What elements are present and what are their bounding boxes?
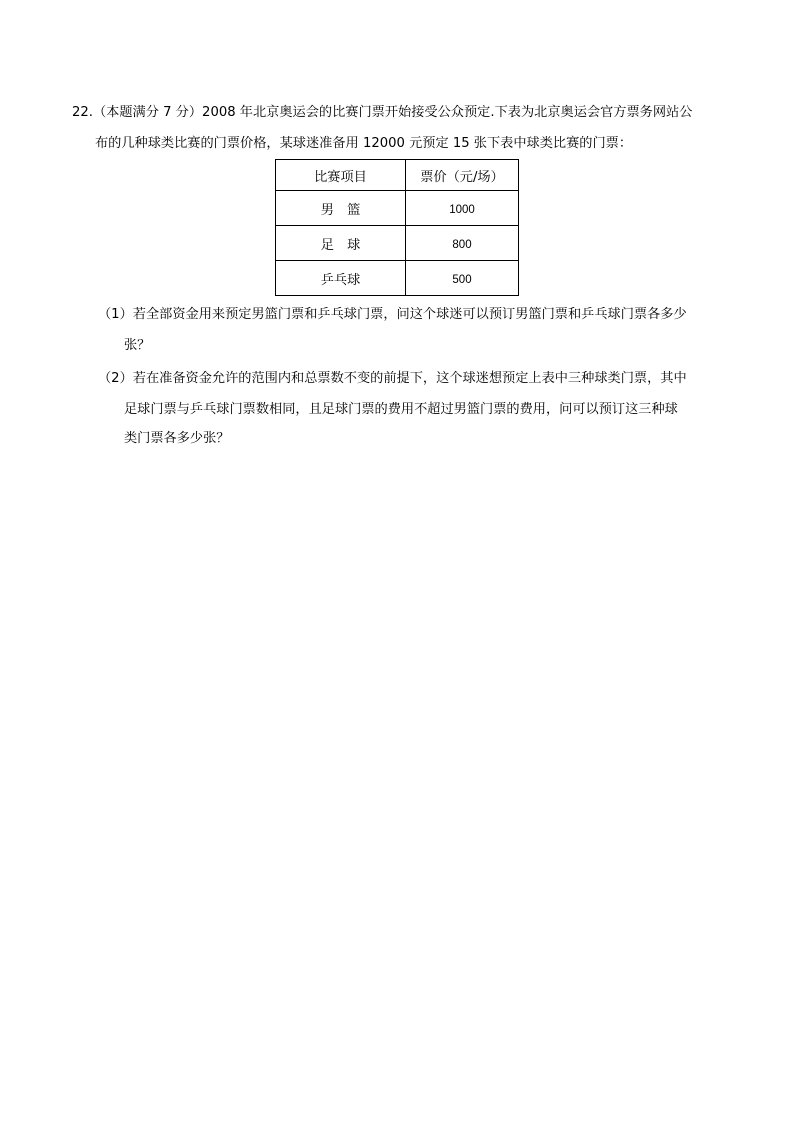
price-cell: 500 bbox=[406, 261, 519, 296]
table-header-row bbox=[276, 160, 519, 191]
question-2-line-3: 类门票各多少张？ bbox=[124, 431, 230, 446]
header-event: 比赛项目 bbox=[276, 160, 406, 191]
problem-statement-line-2: 布的几种球类比赛的门票价格，某球迷准备用 12000 元预定 15 张下表中球类比赛的门票： bbox=[95, 136, 633, 151]
header-price: 票价（元/场） bbox=[406, 160, 519, 191]
event-cell: 男 篮 bbox=[276, 191, 406, 226]
price-cell: 1000 bbox=[406, 191, 519, 226]
event-cell: 乒乓球 bbox=[276, 261, 406, 296]
table-row bbox=[276, 226, 519, 261]
ticket-price-table bbox=[275, 159, 519, 296]
table-row bbox=[276, 261, 519, 296]
question-2-line-2: 足球门票与乒乓球门票数相同，且足球门票的费用不超过男篮门票的费用，问可以预订这三种球 bbox=[124, 402, 678, 417]
table-row bbox=[276, 191, 519, 226]
question-1-line-2: 张？ bbox=[124, 338, 151, 353]
problem-statement-line-1: 22.（本题满分 7 分）2008 年北京奥运会的比赛门票开始接受公众预定.下表为北京奥运会官方票务网站公 bbox=[72, 105, 693, 120]
event-cell: 足 球 bbox=[276, 226, 406, 261]
question-2-line-1: （2）若在准备资金允许的范围内和总票数不变的前提下，这个球迷想预定上表中三种球类门票，其中 bbox=[98, 371, 687, 386]
price-cell: 800 bbox=[406, 226, 519, 261]
question-1-line-1: （1）若全部资金用来预定男篮门票和乒乓球门票，问这个球迷可以预订男篮门票和乒乓球门票各多少 bbox=[98, 307, 687, 322]
